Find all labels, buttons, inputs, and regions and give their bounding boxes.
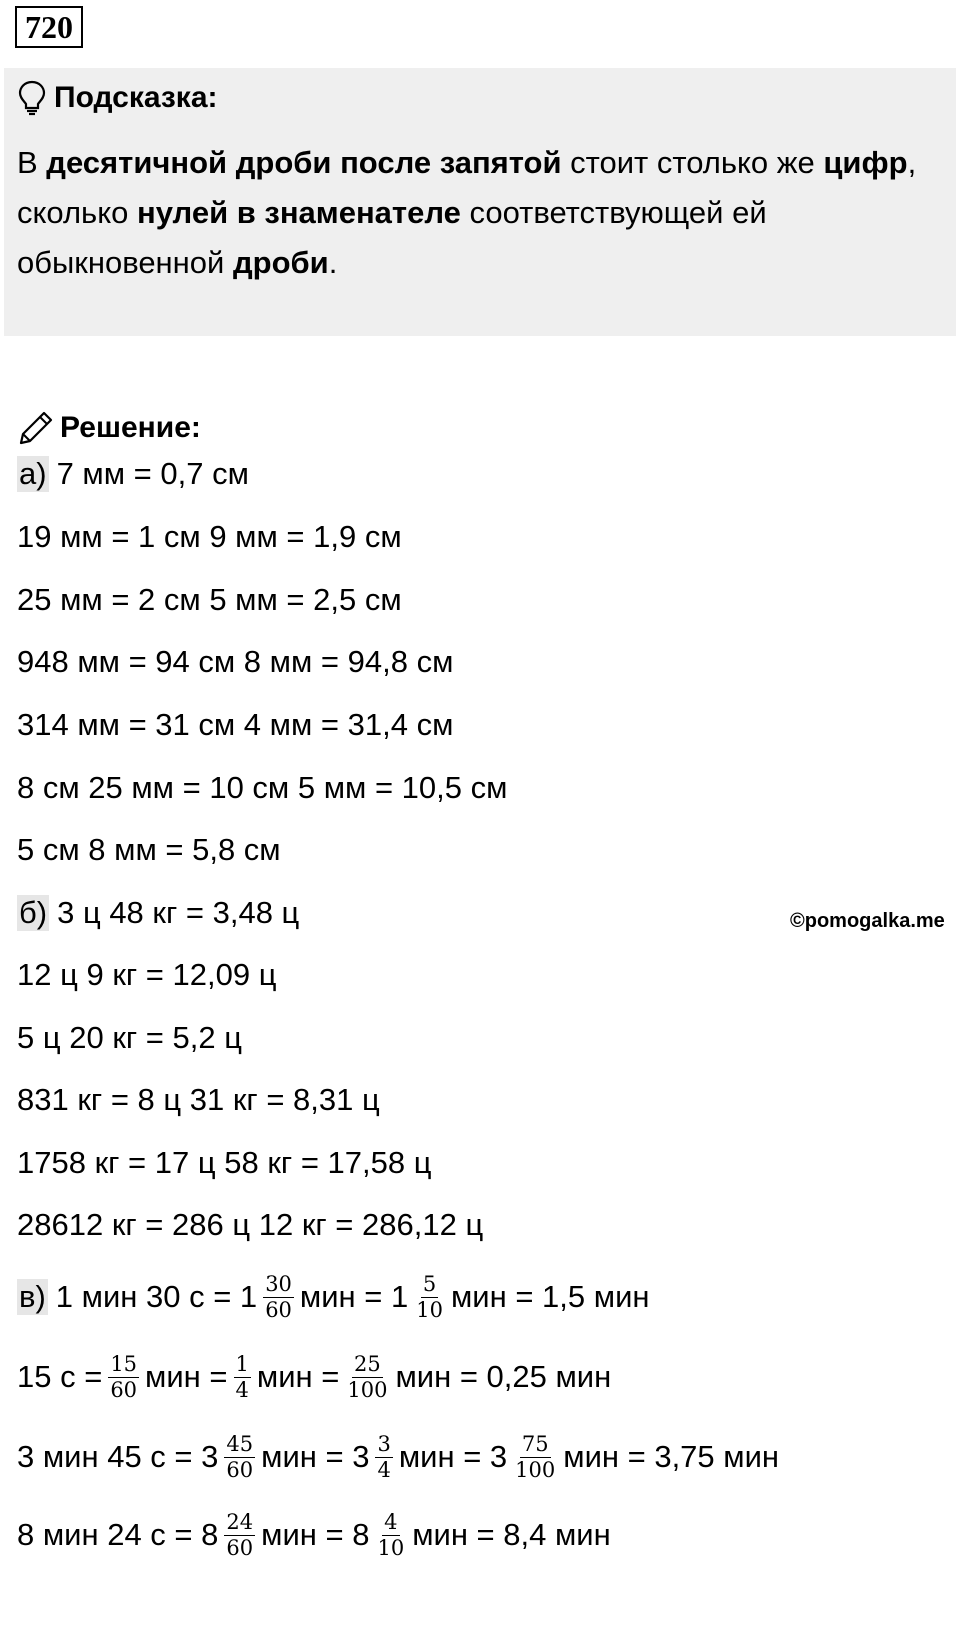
numerator: 1: [235, 1351, 249, 1376]
solution-line: [17, 891, 299, 935]
denominator: 4: [377, 1457, 391, 1482]
equation-text: мин = 1: [299, 1279, 409, 1314]
solution-line: 5 см 8 мм = 5,8 см: [17, 832, 281, 867]
equation-text: мин =: [145, 1359, 228, 1394]
solution-line: 1758 кг = 17 ц 58 кг = 17,58 ц: [17, 1145, 432, 1180]
hint-text-part: сколько: [17, 195, 137, 230]
denominator: 10: [416, 1297, 443, 1322]
denominator: 60: [226, 1535, 254, 1560]
solution-line: 25 мм = 2 см 5 мм = 2,5 см: [17, 582, 402, 617]
solution-line: 831 кг = 8 ц 31 кг = 8,31 ц: [17, 1082, 380, 1117]
equation-text: мин = 3: [261, 1439, 370, 1474]
numerator: 25: [354, 1351, 381, 1376]
denominator: 10: [377, 1535, 405, 1560]
numerator: 5: [422, 1271, 437, 1296]
denominator: 60: [265, 1297, 292, 1322]
equation-text: 8 мин 24 с = 8: [17, 1517, 219, 1552]
equation-text: мин = 3,75 мин: [563, 1439, 780, 1474]
part-c-label: в): [19, 1279, 46, 1314]
numerator: 45: [226, 1431, 254, 1456]
denominator: 100: [347, 1377, 388, 1402]
denominator: 60: [110, 1377, 138, 1402]
hint-line-2: [17, 188, 937, 238]
numerator: 24: [226, 1509, 254, 1534]
hint-text-part: соответствующей ей: [460, 195, 767, 230]
equation-text: 15 с =: [17, 1359, 103, 1394]
solution-header: [18, 406, 201, 450]
solution-line: 28612 кг = 286 ц 12 кг = 286,12 ц: [17, 1207, 484, 1242]
hint-text-part: обыкновенной: [17, 245, 233, 280]
hint-line-3: [17, 238, 937, 288]
equation-text: 7 мм = 0,7 см: [56, 456, 249, 491]
numerator: 75: [521, 1431, 549, 1456]
numerator: 4: [384, 1509, 398, 1534]
hint-text-part: ,: [907, 145, 917, 180]
equation-text: мин = 8: [261, 1517, 370, 1552]
lightbulb-icon: [18, 80, 46, 116]
fraction: [375, 1432, 392, 1483]
hint-header: [18, 78, 218, 118]
fraction: [224, 1432, 255, 1483]
equation-text: мин = 0,25 мин: [395, 1359, 612, 1394]
numerator: 15: [110, 1351, 138, 1376]
equation-text: мин =: [256, 1359, 340, 1394]
equation-text: мин = 3: [398, 1439, 508, 1474]
equation-text: 3 ц 48 кг = 3,48 ц: [57, 895, 300, 930]
solution-line: 8 см 25 мм = 10 см 5 мм = 10,5 см: [17, 770, 508, 805]
solution-line: 948 мм = 94 см 8 мм = 94,8 см: [17, 644, 454, 679]
hint-text-part: В: [17, 145, 47, 180]
hint-bold-part: нулей в знаменателе: [136, 195, 461, 230]
denominator: 4: [235, 1377, 249, 1402]
solution-title: Решение:: [60, 411, 201, 444]
denominator: 100: [515, 1457, 556, 1482]
fraction: [414, 1272, 445, 1323]
hint-bold-part: дроби: [232, 245, 329, 280]
hint-line-1: [17, 138, 937, 188]
solution-line: [17, 1350, 611, 1404]
solution-line: 5 ц 20 кг = 5,2 ц: [17, 1020, 242, 1055]
solution-line: [17, 1508, 611, 1562]
task-number: 720: [15, 6, 83, 48]
fraction: [375, 1510, 406, 1561]
hint-text-part: .: [328, 245, 338, 280]
fraction: [513, 1432, 557, 1483]
fraction: [345, 1352, 389, 1403]
fraction: [108, 1352, 139, 1403]
hint-bold-part: десятичной дроби после запятой: [46, 145, 562, 180]
hint-bold-part: цифр: [823, 145, 908, 180]
fraction: [224, 1510, 255, 1561]
equation-text: мин = 8,4 мин: [412, 1517, 611, 1552]
equation-text: 3 мин 45 с = 3: [17, 1439, 219, 1474]
watermark: ©pomogalka.me: [790, 910, 945, 932]
equation-text: 1 мин 30 с = 1: [55, 1279, 258, 1314]
hint-text-part: стоит столько же: [561, 145, 824, 180]
part-b-label: б): [19, 895, 48, 930]
solution-line: 314 мм = 31 см 4 мм = 31,4 см: [17, 707, 454, 742]
solution-line: [17, 1430, 779, 1484]
solution-line: [17, 1270, 650, 1324]
solution-line: 12 ц 9 кг = 12,09 ц: [17, 957, 277, 992]
pencil-icon: [18, 410, 54, 446]
numerator: 3: [377, 1431, 391, 1456]
numerator: 30: [265, 1271, 292, 1296]
equation-text: мин = 1,5 мин: [450, 1279, 650, 1314]
hint-text: [17, 138, 937, 288]
fraction: [234, 1352, 251, 1403]
hint-title: Подсказка:: [54, 81, 218, 114]
solution-line: 19 мм = 1 см 9 мм = 1,9 см: [17, 519, 402, 554]
part-a-label: а): [19, 456, 47, 491]
denominator: 60: [226, 1457, 254, 1482]
fraction: [263, 1272, 294, 1323]
solution-line: [17, 452, 249, 496]
